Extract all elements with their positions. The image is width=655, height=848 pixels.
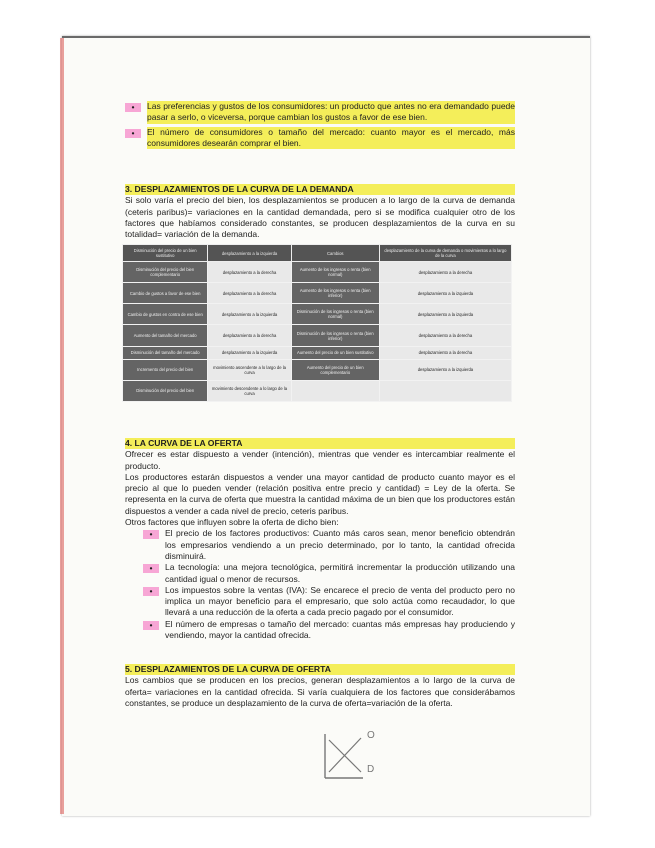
section-5-body: Los cambios que se producen en los precios, generan desplazamientos a lo largo de la curva de oferta= variaciones en la cantidad ofrecida. Si varía cualquiera de los factores que considerábamos constantes, se produce un desplazamiento de la curva de oferta=variación de la oferta. — [125, 675, 515, 708]
bullet-preferences — [125, 101, 515, 124]
section-3 — [125, 184, 515, 240]
table-cell: Disminución del precio del bien complementario — [123, 262, 208, 283]
bullet-text: El precio de los factores productivos: Cuanto más caros sean, menor beneficio obtendrán los empresarios vendiendo a un precio determinado, por lo tanto, la cantidad ofrecida disminuirá. — [165, 528, 515, 561]
table-header: desplazamiento a la izquierda — [208, 245, 291, 262]
bullet-icon: • — [125, 103, 141, 112]
table-cell: desplazamiento a la derecha — [208, 283, 291, 304]
table-cell: Incremento del precio del bien — [123, 359, 208, 380]
bullet-factor-prices — [143, 528, 515, 562]
section-4-heading: 4. LA CURVA DE LA OFERTA — [125, 438, 515, 449]
table-cell: desplazamiento a la derecha — [379, 262, 511, 283]
table-cell: Aumento de los ingresos o renta (bien inferior) — [291, 283, 379, 304]
table-row — [123, 325, 512, 346]
table-row — [123, 346, 512, 359]
sketch-label-top: O — [367, 730, 375, 741]
bullet-text: Los impuestos sobre la ventas (IVA): Se encarece el precio de venta del producto pero no implica un mayor beneficio para el empresario, que solo actúa como recaudador, lo que llevará a una reducción de la oferta a cada precio pagado por el consumidor. — [165, 584, 515, 618]
section-4-p3: Otros factores que influyen sobre la oferta de dicho bien: — [125, 517, 339, 528]
table-cell — [291, 380, 379, 401]
table-cell: desplazamiento a la derecha — [208, 262, 291, 283]
table-cell: Disminución de los ingresos o renta (bien inferior) — [291, 325, 379, 346]
table-header: Disminución del precio de un bien sustitutivo — [123, 245, 208, 262]
bullet-icon: • — [143, 564, 159, 573]
table-cell — [379, 380, 511, 401]
bullet-text: Las preferencias y gustos de los consumidores: un producto que antes no era demandado puede pasar a serlo, o viceversa, porque cambian los gustos a favor de ese bien. — [147, 101, 515, 123]
table-header: Cambios — [291, 245, 379, 262]
demand-shifts-table — [122, 244, 512, 402]
section-3-body: Si solo varía el precio del bien, los desplazamientos se producen a lo largo de la curva de demanda (ceteris paribus)= variaciones en la cantidad demandada, pero si se modifica cualquier otro de los factores que habíamos considerado constantes, se producen desplazamientos de la curva en su totalidad= variación de la demanda. — [125, 195, 515, 240]
section-3-heading: 3. DESPLAZAMIENTOS DE LA CURVA DE LA DEMANDA — [125, 184, 515, 195]
bullet-taxes — [143, 585, 515, 619]
table-cell: Disminución de los ingresos o renta (bien normal) — [291, 304, 379, 325]
table-header: desplazamiento de la curva de demanda o movimientos a lo largo de la curva — [379, 245, 511, 262]
bullet-text: La tecnología: una mejora tecnológica, permitirá incrementar la producción utilizando una cantidad igual o menor de recursos. — [165, 562, 515, 584]
table-cell: desplazamiento a la derecha — [379, 325, 511, 346]
table-cell: Aumento del precio de un bien sustitutivo — [291, 346, 379, 359]
bullet-consumers — [125, 127, 515, 150]
section-5-heading: 5. DESPLAZAMIENTOS DE LA CURVA DE OFERTA — [125, 664, 515, 675]
section-4 — [125, 438, 515, 641]
bullet-icon: • — [143, 621, 159, 630]
bullet-text: El número de empresas o tamaño del mercado: cuantas más empresas hay produciendo y vendiendo, mayor la cantidad ofrecida. — [165, 618, 515, 641]
table-cell: Aumento del precio de un bien complementario — [291, 359, 379, 380]
table-cell: desplazamiento a la izquierda — [379, 283, 511, 304]
table-cell: Aumento del tamaño del mercado — [123, 325, 208, 346]
bullet-firms — [143, 619, 515, 642]
table-cell: Cambio de gustos en contra de ese bien — [123, 304, 208, 325]
table-cell: Disminución del tamaño del mercado — [123, 346, 208, 359]
bullet-icon: • — [143, 587, 159, 596]
table-cell: desplazamiento a la izquierda — [208, 346, 291, 359]
table-header-row — [123, 245, 512, 262]
table-cell: desplazamiento a la izquierda — [379, 304, 511, 325]
section-4-p2: Los productores estarán dispuestos a vender una mayor cantidad de producto cuanto mayor es el precio al que lo pueden vender (relación positiva entre precio y cantidad) = Ley de la oferta. Se representa en la curva de oferta que muestra la cantidad máxima de un bien que los productores están dispuestos a vender a cada nivel de precio, ceteris paribus. — [125, 471, 515, 516]
paper-edge — [60, 38, 64, 814]
table-cell: Cambio de gustos a favor de ese bien — [123, 283, 208, 304]
sketch-label-bottom: D — [367, 764, 375, 775]
bullet-icon: • — [125, 129, 141, 138]
supply-demand-sketch — [315, 726, 385, 786]
table-cell: desplazamiento a la izquierda — [208, 304, 291, 325]
table-row — [123, 262, 512, 283]
table-cell: movimiento descendente a lo largo de la curva — [208, 380, 291, 401]
table-cell: Disminución del precio del bien — [123, 380, 208, 401]
table-row — [123, 380, 512, 401]
bullet-icon: • — [143, 530, 159, 539]
section-4-p1: Ofrecer es estar dispuesto a vender (intención), mientras que vender es intercambiar realmente el producto. — [125, 449, 515, 471]
bullet-technology — [143, 562, 515, 585]
demand-determinants — [125, 101, 515, 149]
section-5 — [125, 664, 515, 709]
table-cell: desplazamiento a la izquierda — [379, 359, 511, 380]
table-cell: desplazamiento a la derecha — [379, 346, 511, 359]
table-cell: desplazamiento a la derecha — [208, 325, 291, 346]
table-row — [123, 359, 512, 380]
bullet-text: El número de consumidores o tamaño del mercado: cuanto mayor es el mercado, más consumidores desearán comprar el bien. — [147, 126, 515, 148]
table-row — [123, 304, 512, 325]
table-cell: movimiento ascendente a lo largo de la curva — [208, 359, 291, 380]
table-row — [123, 283, 512, 304]
table-cell: Aumento de los ingresos o renta (bien normal) — [291, 262, 379, 283]
